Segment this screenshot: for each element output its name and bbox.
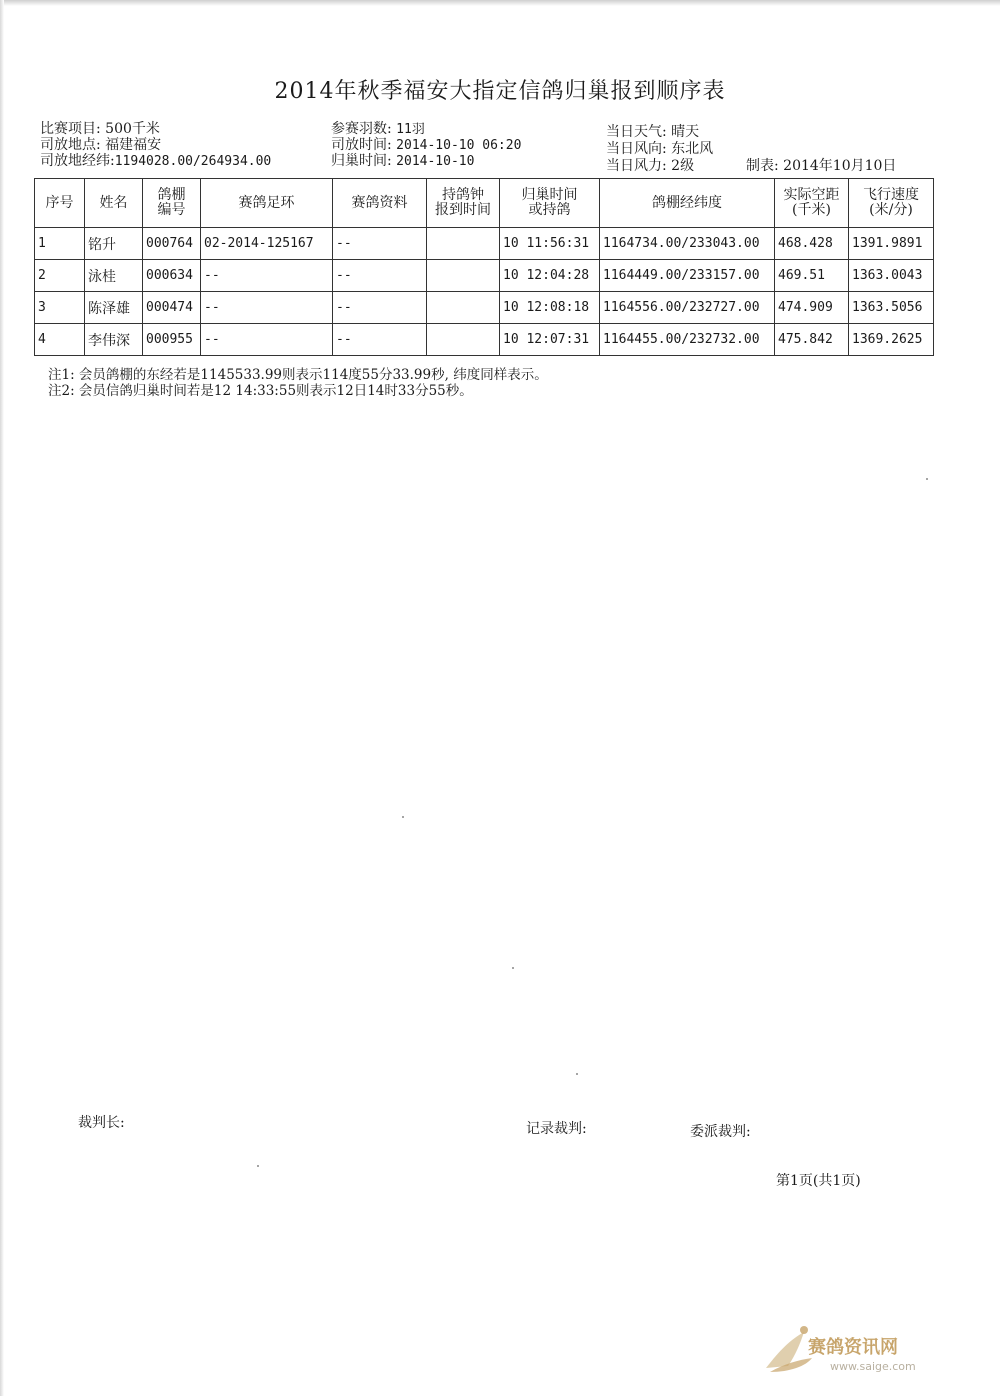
cell-clock xyxy=(427,292,500,324)
cell-name: 陈泽雄 xyxy=(85,292,143,324)
cell-info: -- xyxy=(333,324,427,356)
meta-release-coords-value: 1194028.00/264934.00 xyxy=(114,154,272,169)
cell-ring: -- xyxy=(201,260,333,292)
header-speed xyxy=(849,179,934,228)
cell-info: -- xyxy=(333,260,427,292)
header-ring: 赛鸽足环 xyxy=(201,179,333,228)
cell-info: -- xyxy=(333,292,427,324)
meta-entries xyxy=(331,121,425,138)
cell-speed: 1391.9891 xyxy=(849,228,934,260)
watermark-url: www.saige.com xyxy=(830,1360,916,1373)
document-title: 2014年秋季福安大指定信鸽归巢报到顺序表 xyxy=(274,79,726,104)
table-row xyxy=(35,292,934,324)
scan-speck xyxy=(926,478,928,480)
header-seq: 序号 xyxy=(35,179,85,228)
header-coords: 鸽棚经纬度 xyxy=(600,179,775,228)
header-loft-no xyxy=(143,179,201,228)
cell-coords: 1164455.00/232732.00 xyxy=(600,324,775,356)
header-speed-line2: (米/分) xyxy=(869,202,913,218)
header-arrive xyxy=(500,179,600,228)
meta-release-time xyxy=(331,137,521,154)
scan-speck xyxy=(257,1165,259,1167)
meta-wind-force xyxy=(606,158,694,174)
table-row xyxy=(35,228,934,260)
cell-name: 铭升 xyxy=(85,228,143,260)
table-row xyxy=(35,324,934,356)
cell-coords: 1164734.00/233043.00 xyxy=(600,228,775,260)
cell-loft: 000634 xyxy=(143,260,201,292)
scan-speck xyxy=(512,967,514,969)
meta-project xyxy=(40,121,160,137)
meta-release-place-label: 司放地点: xyxy=(40,137,101,153)
meta-wind-force-label: 当日风力: xyxy=(606,158,667,174)
cell-seq: 3 xyxy=(35,292,85,324)
header-distance-line1: 实际空距 xyxy=(783,187,840,203)
cell-clock xyxy=(427,260,500,292)
watermark-site-name: 赛鸽资讯网 xyxy=(808,1337,898,1358)
header-distance-line2: (千米) xyxy=(792,202,831,218)
header-clock-line2: 报到时间 xyxy=(435,202,491,218)
cell-distance: 475.842 xyxy=(775,324,849,356)
note-2: 注2: 会员信鸽归巢时间若是12 14:33:55则表示12日14时33分55秒。 xyxy=(48,383,473,399)
note-1: 注1: 会员鸽棚的东经若是1145533.99则表示114度55分33.99秒, 纬度同样表示。 xyxy=(48,367,548,383)
meta-entries-label: 参赛羽数: xyxy=(331,121,392,137)
meta-release-coords-label: 司放地经纬: xyxy=(40,153,115,169)
header-arrive-line2: 或持鸽 xyxy=(528,202,571,218)
cell-loft: 000764 xyxy=(143,228,201,260)
meta-wind-direction-value: 东北风 xyxy=(671,141,714,157)
cell-info: -- xyxy=(333,228,427,260)
cell-distance: 468.428 xyxy=(775,228,849,260)
cell-distance: 474.909 xyxy=(775,292,849,324)
meta-release-place-value: 福建福安 xyxy=(105,137,162,153)
paper-edge xyxy=(0,0,1000,6)
meta-project-label: 比赛项目: xyxy=(40,121,101,137)
cell-ring: 02-2014-125167 xyxy=(201,228,333,260)
meta-weather-value: 晴天 xyxy=(671,124,700,140)
meta-return-time-label: 归巢时间: xyxy=(331,153,392,169)
meta-release-place xyxy=(40,137,161,153)
cell-name: 李伟深 xyxy=(85,324,143,356)
header-clock xyxy=(427,179,500,228)
meta-made-label: 制表: xyxy=(746,158,779,174)
cell-seq: 4 xyxy=(35,324,85,356)
cell-seq: 1 xyxy=(35,228,85,260)
meta-wind-direction xyxy=(606,141,713,157)
cell-arrive: 10 11:56:31 xyxy=(500,228,600,260)
cell-ring: -- xyxy=(201,292,333,324)
meta-weather xyxy=(606,124,699,140)
meta-release-time-value: 2014-10-10 06:20 xyxy=(396,138,522,153)
meta-wind-direction-label: 当日风向: xyxy=(606,141,667,157)
cell-speed: 1369.2625 xyxy=(849,324,934,356)
signature-recorder: 记录裁判: xyxy=(526,1121,587,1137)
results-table xyxy=(34,178,934,356)
cell-speed: 1363.0043 xyxy=(849,260,934,292)
meta-return-time-value: 2014-10-10 xyxy=(396,154,475,169)
cell-distance: 469.51 xyxy=(775,260,849,292)
cell-clock xyxy=(427,324,500,356)
meta-made-date xyxy=(746,158,896,174)
paper-edge-left xyxy=(0,0,4,1396)
cell-seq: 2 xyxy=(35,260,85,292)
cell-arrive: 10 12:04:28 xyxy=(500,260,600,292)
cell-coords: 1164449.00/233157.00 xyxy=(600,260,775,292)
cell-loft: 000474 xyxy=(143,292,201,324)
cell-coords: 1164556.00/232727.00 xyxy=(600,292,775,324)
notes-block xyxy=(48,367,548,399)
cell-ring: -- xyxy=(201,324,333,356)
meta-project-value: 500千米 xyxy=(105,121,160,137)
meta-return-time xyxy=(331,153,474,170)
header-speed-line1: 飞行速度 xyxy=(863,187,919,203)
meta-entries-value: 11羽 xyxy=(396,122,425,137)
cell-arrive: 10 12:07:31 xyxy=(500,324,600,356)
header-name: 姓名 xyxy=(85,179,143,228)
signature-chief-judge: 裁判长: xyxy=(78,1115,125,1131)
meta-release-coords xyxy=(40,153,271,170)
cell-clock xyxy=(427,228,500,260)
header-info: 赛鸽资料 xyxy=(333,179,427,228)
scan-speck xyxy=(576,1073,578,1075)
scan-speck xyxy=(402,816,404,818)
meta-weather-label: 当日天气: xyxy=(606,124,667,140)
cell-name: 泳桂 xyxy=(85,260,143,292)
header-loft-no-line1: 鸽棚 xyxy=(157,187,186,203)
page-number: 第1页(共1页) xyxy=(776,1173,861,1189)
header-clock-line1: 持鸽钟 xyxy=(442,187,484,203)
header-loft-no-line2: 编号 xyxy=(157,202,186,218)
cell-loft: 000955 xyxy=(143,324,201,356)
table-header-row xyxy=(35,179,934,228)
table-row xyxy=(35,260,934,292)
header-arrive-line1: 归巢时间 xyxy=(521,187,578,203)
cell-speed: 1363.5056 xyxy=(849,292,934,324)
meta-wind-force-value: 2级 xyxy=(671,158,695,174)
meta-made-value: 2014年10月10日 xyxy=(783,158,897,174)
cell-arrive: 10 12:08:18 xyxy=(500,292,600,324)
signature-appointed: 委派裁判: xyxy=(690,1124,751,1140)
header-distance xyxy=(775,179,849,228)
meta-release-time-label: 司放时间: xyxy=(331,137,392,153)
